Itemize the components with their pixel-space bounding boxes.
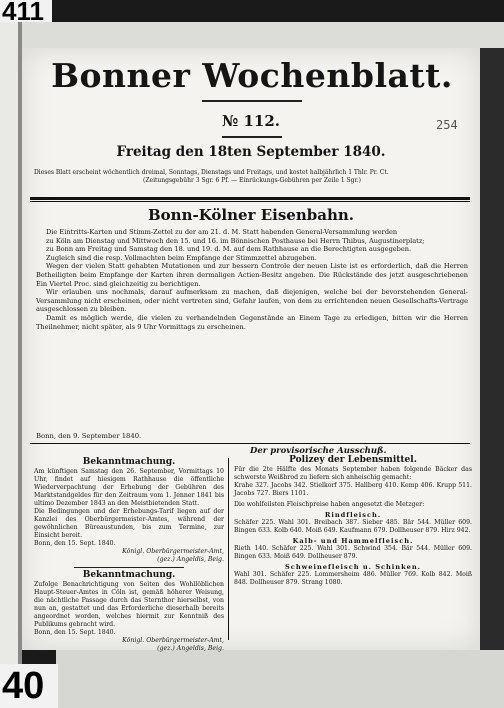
article-paragraph: zu Köln am Dienstag und Mittwoch den 15. und 16. im Bönnischen Posthause bei Herrn Thibus, Augustinerplatz; [46, 236, 425, 245]
article-signer: Der provisorische Ausschuß. [250, 446, 387, 456]
notice-office: Königl. Oberbürgermeister-Amt, [122, 548, 224, 555]
info-line-1: Dieses Blatt erscheint wöchentlich dreimal, Sonntags, Dienstags und Freitags, und kostet halbjährlich 1 Thlr. Pr. Ct. [34, 169, 389, 176]
notice-office: Königl. Oberbürgermeister-Amt, [122, 637, 224, 644]
article-paragraph: Damit es möglich werde, die vielen zu verhandelnden Gegenstände an Einem Tage zu erledigen, bitten wir die Herren Theilnehmer, nicht später, als 9 Uhr Vormittags zu erscheinen. [36, 313, 468, 331]
notice-signature: (gez.) Angeldis, Beig. [157, 556, 224, 563]
meat-intro: Die wohlfeilsten Fleischpreise haben angesetzt die Metzger: [234, 501, 425, 508]
column-divider [228, 458, 229, 640]
newspaper-title: Bonner Wochenblatt. [51, 56, 453, 95]
police-text: Für die 2te Hälfte des Monats September haben folgende Bäcker das schwerste Weißbrod zu liefern sich anheischig gemacht: [234, 466, 472, 481]
notice-heading: Bekanntmachung. [82, 570, 176, 580]
section-rule-thick [30, 197, 470, 200]
notice-dateline: Bonn, den 15. Sept. 1840. [34, 540, 116, 547]
pork-heading: Schweinefleisch u. Schinken. [285, 563, 421, 571]
notice-divider [74, 567, 184, 568]
notice-heading: Bekanntmachung. [82, 457, 176, 467]
page-number-bottom: 40 [0, 664, 58, 708]
beef-list: Schäfer 225. Wahl 301. Breibach 387. Sieber 485. Bär 544. Müller 609. Bingen 633. Kolb 640. Moiß 649. Kaufmann 679. Dollheuser 879. Hirz 942. [234, 519, 472, 534]
article-paragraph: zu Bonn am Freitag und Samstag den 18. und 19. d. M. auf dem Rathhause an die Berechtigten ausgegeben. [46, 245, 412, 254]
ornament-rule [202, 100, 302, 102]
notice-text: Die Bedingungen und der Erhebungs-Tarif liegen auf der Kanzlei des Oberbürgermeister-Amtes, während der gewöhnlichen Büreaustunden, bis zum Termine, zur Einsicht bereit. [34, 508, 224, 539]
issue-number: № 112. [221, 112, 281, 130]
section-rule-thin [30, 201, 470, 202]
article-paragraph: Wir erlauben uns nochmals, darauf aufmerksam zu machen, daß diejenigen, welche bei der bevorstehenden General-Versammlung nicht erscheinen, oder nicht vertreten sind, Gefahr laufen, von dem zu errichtenden neuen Gesellschafts-Vertrage ausgeschlossen zu bleiben. [36, 288, 468, 314]
scan-border-bottom [56, 650, 504, 708]
scan-border-top [18, 22, 504, 48]
newspaper-page [22, 48, 480, 650]
issue-date: Freitag den 18ten September 1840. [116, 144, 386, 160]
pork-list: Wahl 301. Schäfer 225. Lommersheim 486. Müller 769. Kolb 842. Moiß 848. Dollheuser 879. Strang 1080. [234, 571, 472, 586]
page-number-top: 411 [0, 0, 52, 22]
right-column [234, 456, 472, 587]
article-paragraph: Die Eintritts-Karten und Stimm-Zettel zu der am 21. d. M. Statt habenden General-Versammlung werden [46, 228, 398, 236]
mutton-list: Rieth 140. Schäfer 225. Wahl 301. Schwind 354. Bär 544. Müller 609. Bingen 633. Moiß 649. Dollheuser 879. [234, 545, 472, 560]
info-line-2: (Zeitungsgebühr 3 Sgr. 6 Pf. — Einrückungs-Gebühren per Zeile 1 Sgr.) [143, 177, 361, 184]
ornament-rule-small [222, 136, 282, 138]
beef-heading: Rindfleisch. [324, 511, 382, 519]
article-heading: Bonn-Kölner Eisenbahn. [148, 206, 354, 224]
mutton-heading: Kalb- und Hammelfleisch. [292, 537, 414, 545]
article-paragraph: Zugleich sind die resp. Vollmachten beim Empfange der Stimmzettel abzugeben. [46, 253, 317, 262]
notice-text: Zufolge Benachrichtigung von Seiten des Wohllöblichen Haupt-Steuer-Amtes in Cöln ist, gemäß höherer Weisung, die nächtliche Passage durch das Sternthor hierselbst, von nun an, gestattet und das Erforderliche dieserhalb bereits angeordnet worden, welches hiermit zur Kenntniß des Publikums gebracht wird. [34, 581, 224, 628]
notice-text: Am künftigen Samstag den 26. September, Vormittags 10 Uhr, findet auf hiesigem Rathhause die öffentliche Wiederverpachtung der Erhebung der Gebühren des Marktstandgeldes für den Zeitraum vom 1. Jenner 1841 bis ultimo Dezember 1843 an den Meistbietenden Statt. [34, 468, 224, 507]
handwritten-note: 254 [436, 118, 458, 132]
left-column [34, 458, 224, 653]
article-body [36, 228, 468, 331]
police-heading: Polizey der Lebensmittel. [289, 455, 417, 465]
scan-border-right [480, 48, 504, 650]
article-paragraph: Wegen der vielen Statt gehabten Mutationen und zur bessern Controle der neuen Liste ist es erforderlich, daß die Herren Betheiligten beim Empfange der Karten ihren dermaligen Actien-Besitz angeben. Die Rückstände des jetzt ausgeschriebenen Ein Viertel Proc. sind gleichzeitig zu berichtigen. [36, 262, 468, 288]
article-rule [30, 443, 470, 444]
article-dateline: Bonn, den 9. September 1840. [36, 432, 142, 440]
bakers-list: Krahe 327. Jacobs 342. Stielkorf 375. Hallberg 410. Kemp 406. Krupp 511. Jacobs 727. Biers 1101. [234, 482, 472, 497]
notice-dateline: Bonn, den 15. Sept. 1840. [34, 629, 116, 636]
scan-border-left [0, 22, 18, 664]
subscription-info [34, 169, 470, 185]
notice-signature: (gez.) Angeldis, Beig. [157, 645, 224, 652]
